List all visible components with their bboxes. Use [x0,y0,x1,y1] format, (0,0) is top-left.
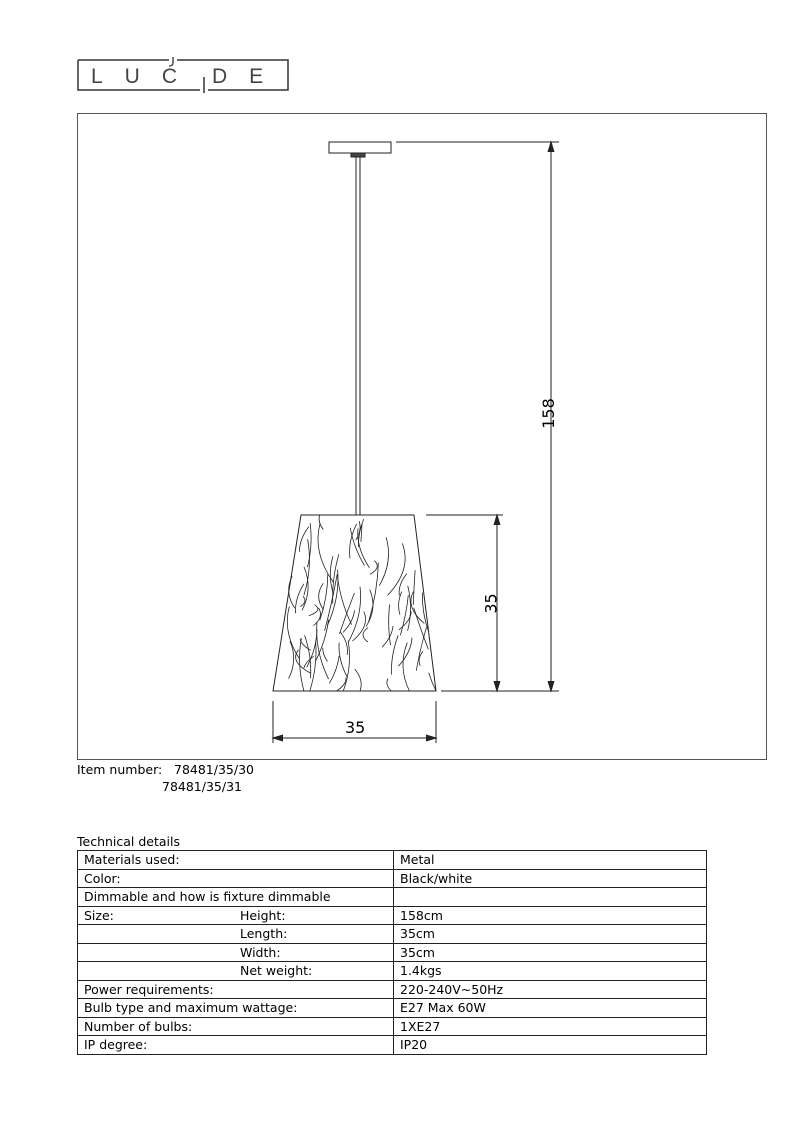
row-value: Metal [400,852,435,868]
row-value: 35cm [400,944,435,960]
row-sublabel: Length: [240,926,288,942]
tree-branch [320,574,328,621]
row-value: Black/white [400,870,473,886]
tree-branch [389,605,391,646]
tree-branch [370,561,377,575]
dim-shade-width: 35 [345,718,366,737]
tree-branch [416,627,426,671]
row-sublabel: Net weight: [240,963,313,979]
tree-branch [399,638,413,667]
label-cell [78,925,394,944]
row-value: 1XE27 [400,1018,441,1034]
item-number-1: 78481/35/30 [174,762,254,777]
row-value: 158cm [400,907,443,923]
table-row [78,980,707,999]
tree-branch [355,669,362,691]
tree-branch [319,515,323,529]
row-label: Number of bulbs: [84,1018,193,1034]
row-value: 1.4kgs [400,963,442,979]
dim-shade-height: 35 [481,593,501,614]
tree-branch [379,537,388,585]
tree-branch [382,626,393,647]
table-row [78,1017,707,1036]
tree-branch [387,679,391,692]
row-sublabel: Width: [240,944,281,960]
value-cell [394,1017,707,1036]
row-label: IP degree: [84,1037,148,1053]
tree-branch [343,610,355,632]
value-cell [394,869,707,888]
product-drawing [77,113,767,760]
label-cell [78,906,394,925]
tree-branch [329,656,339,683]
label-cell [78,943,394,962]
value-cell [394,906,707,925]
value-cell [394,851,707,870]
tree-branch [387,543,405,595]
value-cell [394,962,707,981]
row-value: 220-240V~50Hz [400,981,504,997]
row-label: Materials used: [84,852,180,868]
tree-branch [408,586,411,631]
value-cell [394,1036,707,1055]
value-cell [394,943,707,962]
value-cell [394,925,707,944]
label-cell [78,1017,394,1036]
label-cell [78,851,394,870]
row-label: Dimmable and how is fixture dimmable [84,889,331,905]
ceiling-canopy [329,142,391,153]
table-row [78,925,707,944]
tree-branch [337,678,346,692]
svg-text:DE: DE [212,65,286,88]
value-cell [394,999,707,1018]
item-number-label: Item number: [77,762,163,777]
tree-branch [340,632,347,655]
tree-branch [391,635,398,674]
value-cell [394,888,707,907]
label-cell [78,962,394,981]
row-label: Size: [84,907,114,923]
lamp-shade [273,515,436,691]
tree-branch [302,567,308,611]
tree-branch [309,605,318,616]
row-value: 35cm [400,926,435,942]
value-cell [394,980,707,999]
table-row [78,869,707,888]
table-row [78,888,707,907]
tree-branch [349,587,361,642]
tree-branch [403,643,409,691]
tree-branch [300,638,304,691]
row-label: Bulb type and maximum wattage: [84,1000,298,1016]
dim-total-height: 158 [538,398,558,429]
tree-branch [304,656,314,668]
tree-branch [323,648,328,662]
tree-branch [339,643,348,678]
tree-branch [363,627,368,642]
row-value: IP20 [400,1037,428,1053]
table-row [78,906,707,925]
table-row [78,999,707,1018]
tree-branch [304,539,310,595]
table-row [78,962,707,981]
table-row [78,1036,707,1055]
tree-branch [300,639,311,651]
row-label: Power requirements: [84,981,214,997]
label-cell [78,888,394,907]
tree-branch [319,583,324,610]
tree-branch [400,595,408,635]
svg-text:LUC: LUC [91,65,200,88]
label-cell [78,869,394,888]
row-label: Color: [84,870,121,886]
tree-branch [413,570,415,605]
tree-branch [318,524,333,583]
tree-branch [289,576,295,608]
tree-branch [337,574,351,625]
row-value: E27 Max 60W [400,1000,486,1016]
label-cell [78,1036,394,1055]
item-number-2: 78481/35/31 [162,779,242,794]
label-cell [78,980,394,999]
technical-details-table [77,850,707,1055]
row-sublabel: Height: [240,907,286,923]
table-row [78,851,707,870]
table-row [78,943,707,962]
technical-details-title: Technical details [77,834,181,849]
label-cell [78,999,394,1018]
